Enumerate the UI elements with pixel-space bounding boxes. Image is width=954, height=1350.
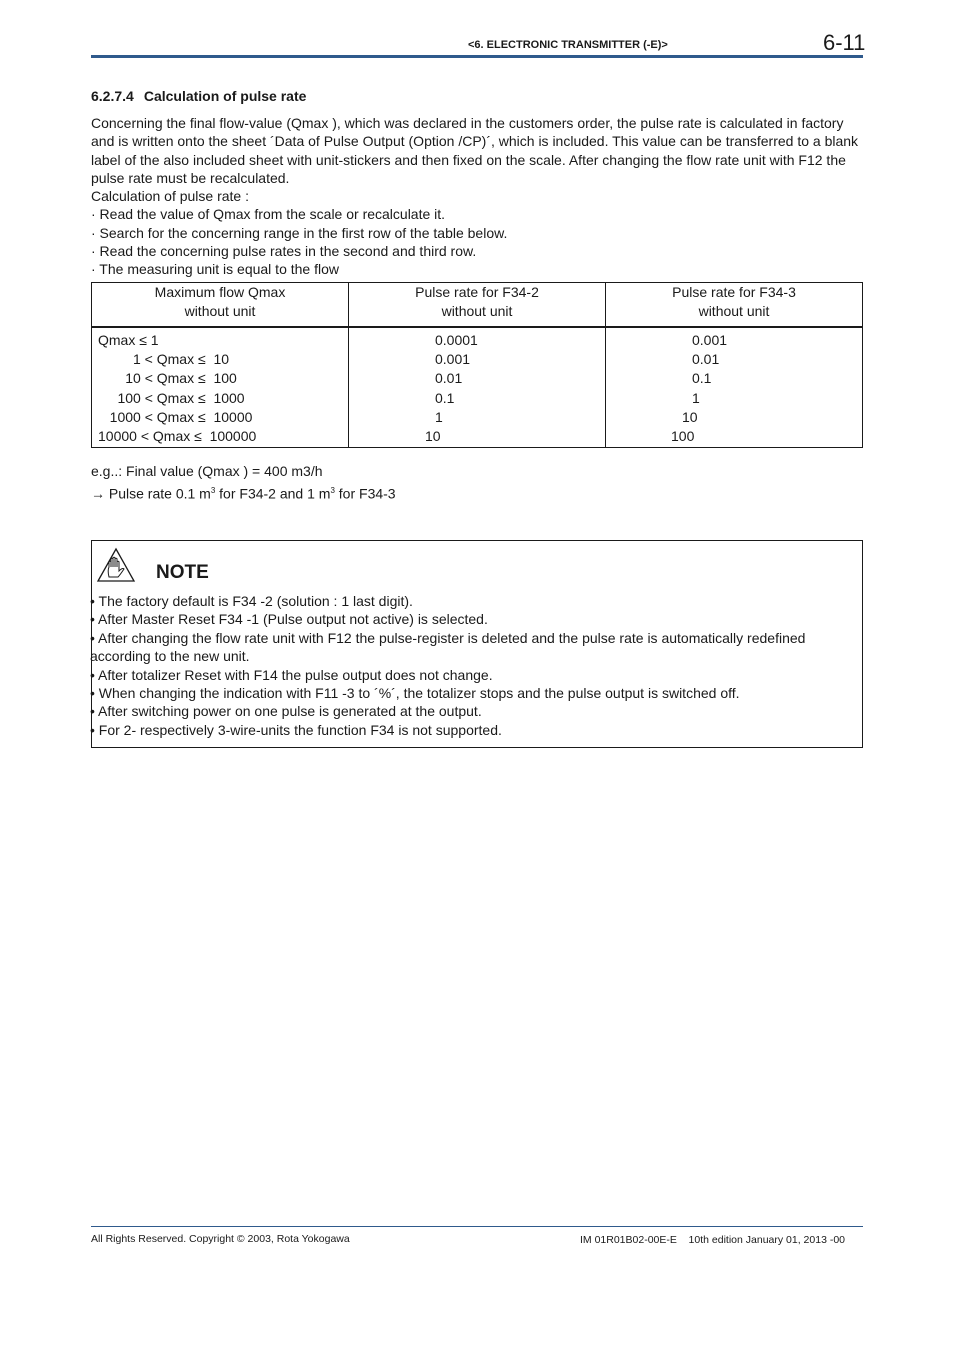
pulse-value: 10 [425,428,441,445]
note-item: • After totalizer Reset with F14 the pulse output does not change. [90,666,493,683]
copyright: All Rights Reserved. Copyright © 2003, Rota Yokogawa [91,1233,350,1245]
header-f34-3: Pulse rate for F34-3 without unit [606,283,863,328]
example-line: e.g..: Final value (Qmax ) = 400 m3/h [91,463,323,479]
calc-heading: Calculation of pulse rate : [91,188,249,205]
page-number: 6-11 [823,30,866,55]
caution-hand-icon [96,547,136,583]
body-text [91,114,863,279]
pulse-value: 0.01 [692,351,720,368]
range-value: 10000 < Qmax ≤ 100000 [98,428,257,445]
document-id: IM 01R01B02-00E-E 10th edition January 01, 2013 -00 [580,1234,846,1246]
f34-3-cell [606,327,863,448]
section-number: 6.2.7.4 [91,88,134,104]
step-item: · The measuring unit is equal to the flow [91,261,339,278]
pulse-value: 0.001 [692,332,728,348]
range-value: 10 < Qmax ≤ 100 [98,370,237,387]
arrow-icon: → [91,485,105,502]
ranges-cell [92,327,349,448]
chapter-header: <6. ELECTRONIC TRANSMITTER (-E)> [468,39,668,51]
note-item: • The factory default is F34 -2 (solution : 1 last digit). [90,593,413,609]
pulse-value: 0.1 [692,370,712,387]
pulse-value: 0.001 [435,351,471,368]
pulse-value: 1 [435,408,443,425]
step-item: · Read the value of Qmax from the scale or recalculate it. [91,206,446,223]
header-rule [91,55,863,58]
f34-2-cell [349,327,606,448]
range-value: 1 < Qmax ≤ 10 [98,351,230,368]
note-item: • For 2- respectively 3-wire-units the function F34 is not supported. [90,721,502,738]
note-item: • When changing the indication with F11 -3 to ´%´, the totalizer stops and the pulse output is switched off. [90,685,740,702]
note-title: NOTE [156,562,209,583]
note-item: • After changing the flow rate unit with F12 the pulse-register is deleted and the pulse rate is automatically redefined according to the new unit. [90,629,806,665]
example-block [91,461,396,504]
intro-paragraph: Concerning the final flow-value (Qmax ), which was declared in the customers order, the pulse rate is calculated in factory and is written onto the sheet ´Data of Pulse Output (Option /CP)´, which is included. This value can be transferred to a blank label of the also included sheet with unit-stickers and then fixed on the scale. After changing the flow rate unit with F12 the pulse rate must be recalculated. [91,115,859,186]
header-f34-2: Pulse rate for F34-2 without unit [349,283,606,328]
pulse-value: 0.01 [435,370,463,387]
note-list [90,592,850,739]
pulse-rate-table [91,282,863,448]
pulse-value: 10 [682,408,698,425]
section-heading [91,88,306,104]
range-value: 1000 < Qmax ≤ 10000 [98,408,253,425]
note-box [91,540,863,748]
pulse-value: 0.1 [435,389,455,406]
note-item: • After Master Reset F34 -1 (Pulse output not active) is selected. [90,611,488,628]
note-item: • After switching power on one pulse is generated at the output. [90,703,482,720]
section-title: Calculation of pulse rate [143,88,307,104]
footer-rule [91,1226,863,1227]
pulse-value: 1 [692,389,700,406]
example-result: → Pulse rate 0.1 $m^3$ for F34-2 and 1 $m^3$ for F34-3 [91,485,396,502]
range-value: Qmax ≤ 1 [98,332,159,348]
range-value: 100 < Qmax ≤ 1000 [98,389,245,406]
step-item: · Read the concerning pulse rates in the second and third row. [91,243,477,260]
header-max-flow: Maximum flow Qmax without unit [92,283,349,328]
pulse-value: 100 [671,428,695,445]
pulse-value: 0.0001 [435,332,478,348]
step-item: · Search for the concerning range in the first row of the table below. [91,224,508,241]
